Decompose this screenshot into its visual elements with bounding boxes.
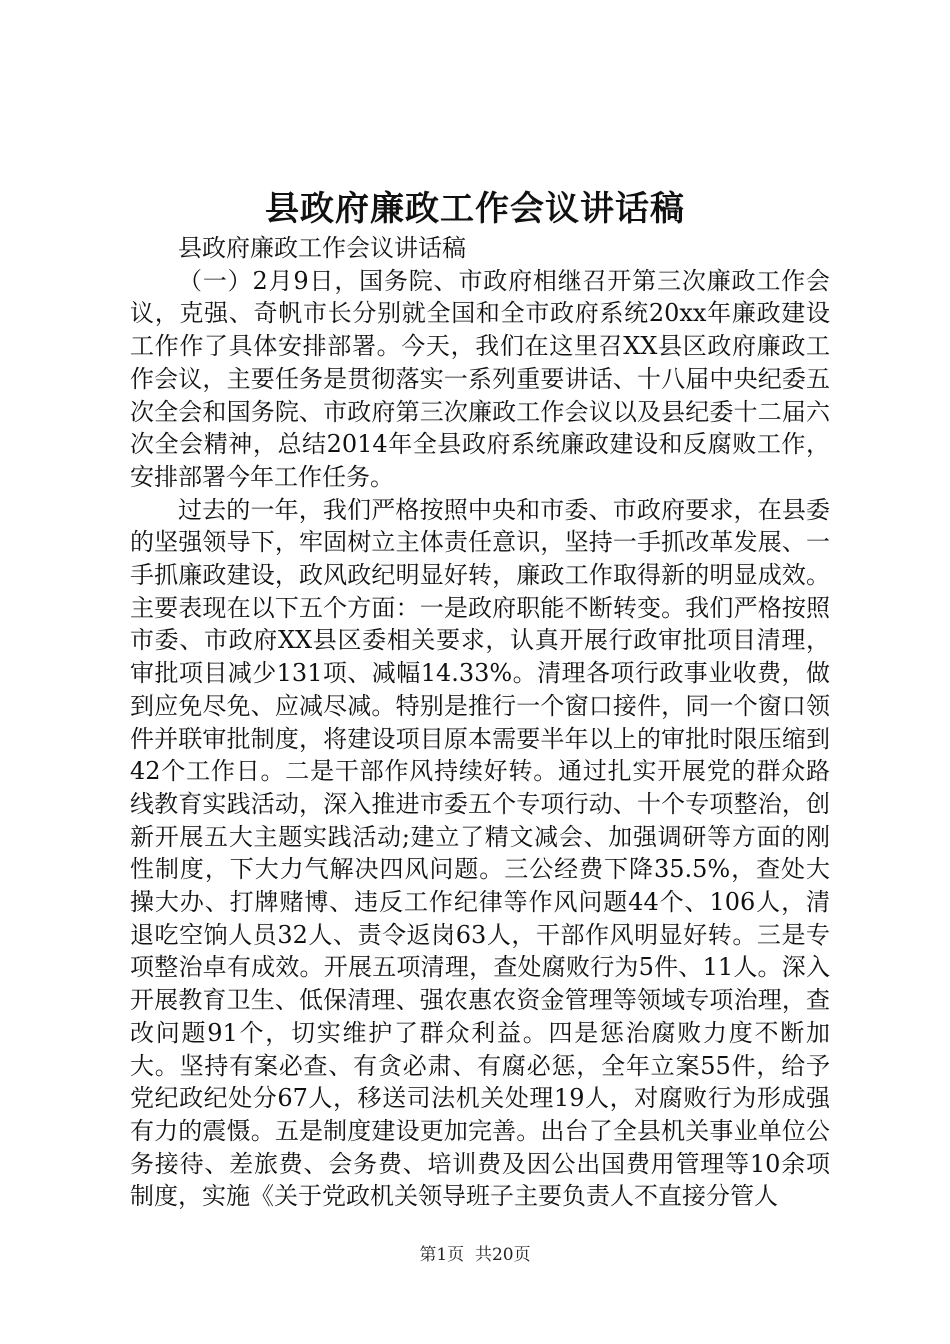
- document-title: 县政府廉政工作会议讲话稿: [265, 189, 685, 229]
- subtitle-paragraph: 县政府廉政工作会议讲话稿: [178, 234, 466, 262]
- intro-paragraph: （一）2月9日，国务院、市政府相继召开第三次廉政工作会议，克强、奇帆市长分别就全国和全市政府系统20xx年廉政建设工作作了具体安排部署。今天，我们在这里召XX县区政府廉政工作会议，主要任务是贯彻落实一系列重要讲话、十八届中央纪委五次全会和国务院、市政府第三次廉政工作会议以及县纪委十二届六次全会精神，总结2014年全县政府系统廉政建设和反腐败工作，安排部署今年工作任务。: [130, 266, 830, 491]
- document-body: [130, 232, 830, 1213]
- review-paragraph: 过去的一年，我们严格按照中央和市委、市政府要求，在县委的坚强领导下，牢固树立主体责任意识，坚持一手抓改革发展、一手抓廉政建设，政风政纪明显好转，廉政工作取得新的明显成效。主要表现在以下五个方面：一是政府职能不断转变。我们严格按照市委、市政府XX县区委相关要求，认真开展行政审批项目清理，审批项目减少131项、减幅14.33%。清理各项行政事业收费，做到应免尽免、应减尽减。特别是推行一个窗口接件，同一个窗口领件并联审批制度，将建设项目原本需要半年以上的审批时限压缩到42个工作日。二是干部作风持续好转。通过扎实开展党的群众路线教育实践活动，深入推进市委五个专项行动、十个专项整治，创新开展五大主题实践活动;建立了精文减会、加强调研等方面的刚性制度，下大力气解决四风问题。三公经费下降35.5%，查处大操大办、打牌赌博、违反工作纪律等作风问题44个、106人，清退吃空饷人员32人、责令返岗63人，干部作风明显好转。三是专项整治卓有成效。开展五项清理，查处腐败行为5件、11人。深入开展教育卫生、低保清理、强农惠农资金管理等领域专项治理，查改问题91个，切实维护了群众利益。四是惩治腐败力度不断加大。坚持有案必查、有贪必肃、有腐必惩，全年立案55件，给予党纪政纪处分67人，移送司法机关处理19人，对腐败行为形成强有力的震慑。五是制度建设更加完善。出台了全县机关事业单位公务接待、差旅费、会务费、培训费及因公出国费用管理等10余项制度，实施《关于党政机关领导班子主要负责人不直接分管人: [130, 495, 830, 1211]
- page-number-label: 第1页 共20页: [419, 1245, 531, 1265]
- page-footer: [0, 1244, 950, 1266]
